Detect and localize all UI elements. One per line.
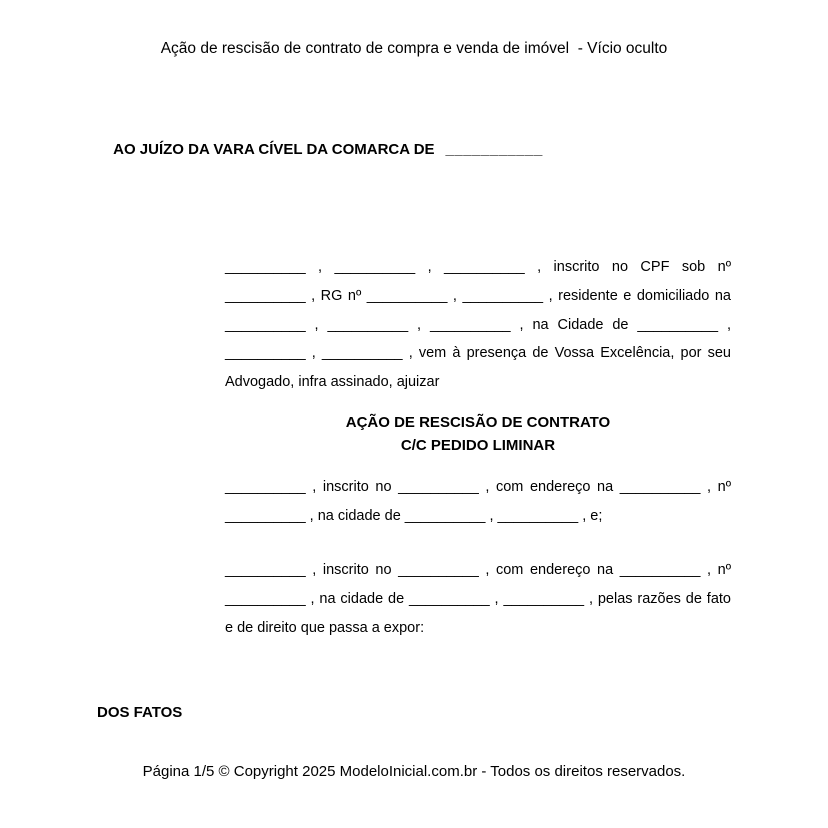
document-title: Ação de rescisão de contrato de compra e venda de imóvel - Vício oculto xyxy=(160,40,668,57)
paragraph-line: Advogado, infra assinado, ajuizar xyxy=(225,374,440,391)
paragraph-line: __________ , __________ , __________ , inscrito no CPF sob nº xyxy=(225,259,731,275)
paragraph-line: __________ , RG nº __________ , __________ , residente e domiciliado na xyxy=(225,287,731,304)
page-footer: Página 1/5 © Copyright 2025 ModeloInicial.com.br - Todos os direitos reservados. xyxy=(142,763,686,780)
court-heading-label: AO JUÍZO DA VARA CÍVEL DA COMARCA DE xyxy=(113,141,435,158)
paragraph-line: __________ , __________ , vem à presença de Vossa Excelência, por seu xyxy=(225,345,731,362)
paragraph-line: __________ , na cidade de __________ , __________ , e; xyxy=(225,507,603,524)
paragraph-line: __________ , inscrito no __________ , com endereço na __________ , nº xyxy=(225,479,731,495)
paragraph-line: __________ , inscrito no __________ , com endereço na __________ , nº xyxy=(225,562,731,578)
section-heading-dos-fatos: DOS FATOS xyxy=(97,704,183,721)
action-title-line1: AÇÃO DE RESCISÃO DE CONTRATO xyxy=(345,414,611,431)
action-title xyxy=(225,411,731,457)
defendant1-paragraph xyxy=(225,473,731,531)
court-heading xyxy=(97,124,543,175)
defendant2-paragraph xyxy=(225,556,731,642)
paragraph-line: e de direito que passa a expor: xyxy=(225,619,425,636)
paragraph-line: __________ , __________ , __________ , na Cidade de __________ , xyxy=(225,316,731,333)
paragraph-line: __________ , na cidade de __________ , __________ , pelas razões de fato xyxy=(225,590,731,607)
action-title-line2: C/C PEDIDO LIMINAR xyxy=(400,437,556,454)
petitioner-paragraph xyxy=(225,253,731,397)
court-blank-field: ___________ xyxy=(445,141,543,158)
